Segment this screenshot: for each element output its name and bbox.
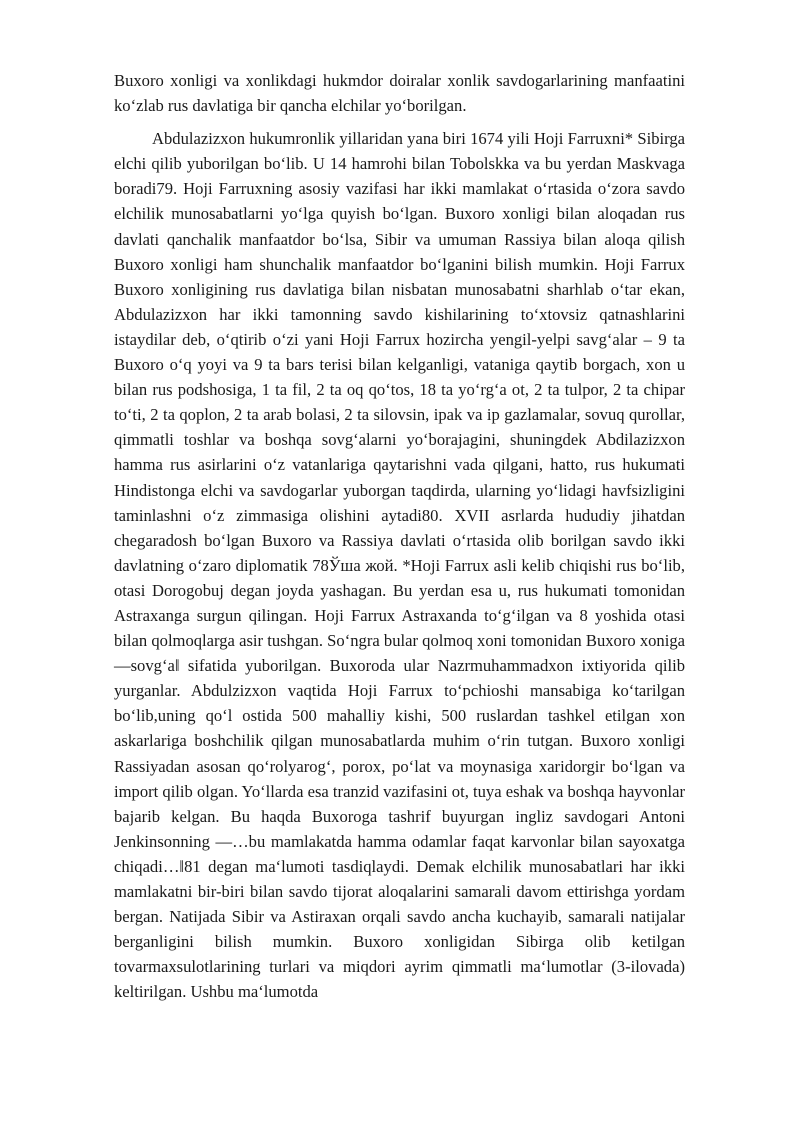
paragraph-1: Buxoro xonligi va xonlikdagi hukmdor doiralar xonlik savdogarlarining manfaatini ko‘zlab rus davlatiga bir qancha elchilar yo‘borilgan. <box>114 71 685 116</box>
document-page <box>114 68 685 1004</box>
paragraph-2: Abdulazizxon hukumronlik yillaridan yana biri 1674 yili Hoji Farruxni* Sibirga elchi qilib yuborilgan bo‘lib. U 14 hamrohi bilan Tobolskka va bu yerdan Maskvaga boradi79. Hoji Farruxning asosiy vazifasi har ikki mamlakat o‘rtasida o‘zora savdo elchilik munosabatlarni yo‘lga quyish bo‘lgan. Buxoro xonligi bilan aloqadan rus davlati qanchalik manfaatdor bo‘lsa, Sibir va umuman Rassiya bilan aloqa qilish Buxoro xonligi ham shunchalik manfaatdor bo‘lganini bilish mumkin. Hoji Farrux Buxoro xonligining rus davlatiga bilan nisbatan munosabatni sharhlab o‘tar ekan, Abdulazizxon har ikki tamonning savdo kishilarining to‘xtovsiz qatnashlarini istaydilar deb, o‘qtirib o‘zi yani Hoji Farrux hozircha yengil-yelpi savg‘alar – 9 ta Buxoro o‘q yoyi va 9 ta bars terisi bilan kelganligi, vataniga qaytib borgach, xon u bilan rus podshosiga, 1 ta fil, 2 ta oq qo‘tos, 18 ta yo‘rg‘a ot, 2 ta tulpor, 2 ta chipar to‘ti, 2 ta qoplon, 2 ta arab bolasi, 2 ta silovsin, ipak va ip gazlamalar, sovuq qurollar, qimmatli toshlar va boshqa sovg‘alarni yo‘borajagini, shuningdek Abdilazizxon hamma rus asirlarini o‘z vatanlariga qaytarishni vada qilgani, hatto, rus hukumati Hindistonga elchi va savdogarlar yuborgan taqdirda, ularning yo‘lidagi havfsizligini taminlashni o‘z zimmasiga olishini aytadi80. XVII asrlarda hududiy jihatdan chegaradosh bo‘lgan Buxoro va Rassiya davlati o‘rtasida olib borilgan savdo ikki davlatning o‘zaro diplomatik 78Ўша жой. *Hoji Farrux asli kelib chiqishi rus bo‘lib, otasi Dorogobuj degan joyda yashagan. Bu yerdan esa u, rus hukumati tomonidan Astraxanga surgun qilingan. Hoji Farrux Astraxanda to‘g‘ilgan va 8 yoshida otasi bilan qolmoqlarga asir tushgan. So‘ngra bular qolmoq xoni tomonidan Buxoro xoniga ―sovg‘a‖ sifatida yuborilgan. Buxoroda ular Nazrmuhammadxon ixtiyorida qilib yurganlar. Abdulzizxon vaqtida Hoji Farrux to‘pchioshi mansabiga ko‘tarilgan bo‘lib,uning qo‘l ostida 500 mahalliy kishi, 500 ruslardan tashkel etilgan xon askarlariga boshchilik qilgan munosabatlarda muhim o‘rin tutgan. Buxoro xonligi Rassiyadan asosan qo‘rolyarog‘, porox, po‘lat va moynasiga xaridorgir bo‘lgan va import qilib olgan. Yo‘llarda esa tranzid vazifasini ot, tuya eshak va boshqa hayvonlar bajarib kelgan. Bu haqda Buxoroga tashrif buyurgan ingliz savdogari Antoni Jenkinsonning ―…bu mamlakatda hamma odamlar faqat karvonlar bilan sayoxatga chiqadi…‖81 degan ma‘lumoti tasdiqlaydi. Demak elchilik munosabatlari har ikki mamlakatni bir-biri bilan savdo tijorat aloqalarini samarali davom ettirishga yordam bergan. Natijada Sibir va Astiraxan orqali savdo ancha kuchayib, samarali natijalar berganligini bilish mumkin. Buxoro xonligidan Sibirga olib ketilgan tovarmaxsulotlarining turlari va miqdori ayrim qimmatli ma‘lumotlar (3-ilovada) keltirilgan. Ushbu ma‘lumotda <box>114 129 685 1002</box>
